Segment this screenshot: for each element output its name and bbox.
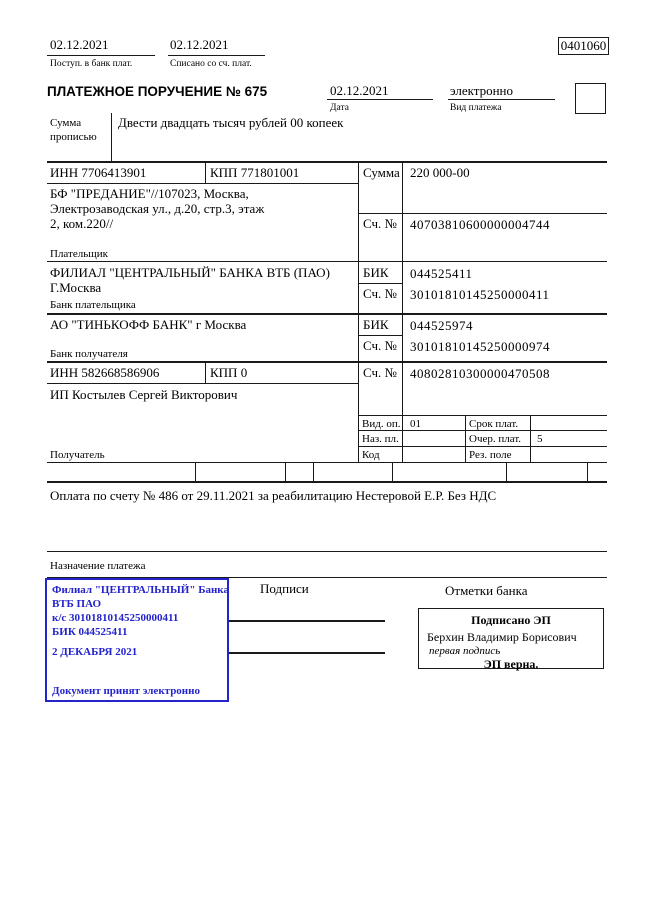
payee-bank-account-label: Сч. № bbox=[363, 338, 397, 353]
date-label: Дата bbox=[330, 103, 349, 113]
codes-row-divider-4 bbox=[392, 462, 393, 481]
table-line-payerbank-bottom bbox=[47, 313, 607, 315]
stamp-accepted-note: Документ принят электронно bbox=[52, 685, 200, 697]
payer-bank-bik-label: БИК bbox=[363, 265, 389, 280]
codes-row-divider-5 bbox=[506, 462, 507, 481]
payee-inn-kpp-divider bbox=[205, 361, 206, 383]
table-line-payeebank-bik-bottom bbox=[358, 335, 402, 336]
codes-row-divider-1 bbox=[195, 462, 196, 481]
table-line-optype-bottom bbox=[358, 430, 607, 431]
debited-label: Списано со сч. плат. bbox=[170, 59, 252, 69]
table-line-payer-bottom bbox=[47, 261, 607, 262]
priority-label: Очер. плат. bbox=[469, 433, 522, 445]
op-type-label: Вид. оп. bbox=[362, 418, 401, 430]
payer-inn-kpp-divider bbox=[205, 161, 206, 183]
table-divider-names-labels bbox=[358, 161, 359, 462]
payee-section-label: Получатель bbox=[50, 449, 105, 461]
document-title: ПЛАТЕЖНОЕ ПОРУЧЕНИЕ № 675 bbox=[47, 84, 268, 99]
form-code-box bbox=[558, 37, 609, 55]
payer-account: 40703810600000004744 bbox=[410, 217, 550, 232]
code-label: Код bbox=[362, 449, 380, 461]
esign-title: Подписано ЭП bbox=[471, 613, 551, 627]
table-line-payee-bottom bbox=[47, 462, 607, 463]
table-line-payee-inn-bottom bbox=[47, 383, 358, 384]
payee-bank-section-label: Банк получателя bbox=[50, 348, 128, 360]
payee-kpp: КПП 0 bbox=[210, 365, 248, 380]
table-line-payerbank-bik-bottom bbox=[358, 283, 402, 284]
table-line-payer-inn-bottom bbox=[47, 183, 358, 184]
payment-kind-underline bbox=[448, 99, 555, 100]
sum-label: Сумма bbox=[363, 165, 400, 180]
table-line-optype-top bbox=[358, 415, 607, 416]
stamp-bik: БИК 044525411 bbox=[52, 626, 128, 638]
table-divider-labels-values bbox=[402, 161, 403, 462]
reserve-field-label: Рез. поле bbox=[469, 449, 512, 461]
bank-stamp bbox=[45, 578, 229, 702]
document-date: 02.12.2021 bbox=[330, 83, 389, 98]
bank-marks-label: Отметки банка bbox=[445, 583, 528, 598]
received-in-bank-label: Поступ. в банк плат. bbox=[50, 59, 133, 69]
payment-kind-value: электронно bbox=[450, 83, 514, 98]
payer-bank-account-label: Сч. № bbox=[363, 286, 397, 301]
payer-section-label: Плательщик bbox=[50, 248, 108, 260]
payer-bank-name-line2: Г.Москва bbox=[50, 280, 102, 295]
table-line-nazpl-bottom bbox=[358, 446, 607, 447]
esign-note: первая подпись bbox=[429, 645, 501, 657]
esign-signer-name: Берхин Владимир Борисович bbox=[427, 630, 577, 644]
payee-bank-account: 30101810145250000974 bbox=[410, 339, 550, 354]
form-code: 0401060 bbox=[560, 38, 607, 53]
table-line-payeebank-bottom bbox=[47, 361, 607, 363]
payer-name-line3: 2, ком.220// bbox=[50, 216, 114, 231]
due-date-label: Срок плат. bbox=[469, 418, 519, 430]
payee-bank-bik-label: БИК bbox=[363, 317, 389, 332]
table-divider-labels2-values2 bbox=[530, 415, 531, 462]
signature-line-2 bbox=[228, 652, 385, 654]
stamp-corr-account: к/с 30101810145250000411 bbox=[52, 612, 179, 624]
codes-row-divider-6 bbox=[587, 462, 588, 481]
sum-value: 220 000-00 bbox=[410, 165, 470, 180]
payee-inn: ИНН 582668586906 bbox=[50, 365, 160, 380]
debited-date: 02.12.2021 bbox=[170, 37, 229, 52]
stamp-bank-name-line1: Филиал "ЦЕНТРАЛЬНЫЙ" Банка bbox=[52, 584, 229, 596]
codes-row-divider-2 bbox=[285, 462, 286, 481]
payer-bank-name-line1: ФИЛИАЛ "ЦЕНТРАЛЬНЫЙ" БАНКА ВТБ (ПАО) bbox=[50, 265, 330, 280]
purpose-field-bottom-line bbox=[47, 551, 607, 552]
table-divider-op-values-labels2 bbox=[465, 415, 466, 462]
signatures-label: Подписи bbox=[260, 581, 309, 596]
stamp-bank-name-line2: ВТБ ПАО bbox=[52, 598, 102, 610]
payee-name: ИП Костылев Сергей Викторович bbox=[50, 387, 238, 402]
table-line-sum-bottom bbox=[358, 213, 607, 214]
payee-account: 40802810300000470508 bbox=[410, 366, 550, 381]
esign-verified: ЭП верна. bbox=[483, 657, 539, 671]
table-line-bottom bbox=[47, 481, 607, 483]
payer-name-line2: Электрозаводская ул., д.20, стр.3, этаж bbox=[50, 201, 265, 216]
amount-in-words: Двести двадцать тысяч рублей 00 копеек bbox=[118, 115, 344, 130]
debited-underline bbox=[168, 55, 265, 56]
payer-kpp: КПП 771801001 bbox=[210, 165, 300, 180]
payer-bank-section-label: Банк плательщика bbox=[50, 299, 136, 311]
op-type-value: 01 bbox=[410, 418, 421, 430]
payee-account-label: Сч. № bbox=[363, 365, 397, 380]
payment-purpose-label: Назначение платежа bbox=[50, 560, 146, 572]
stamp-date: 2 ДЕКАБРЯ 2021 bbox=[52, 646, 138, 658]
priority-value: 5 bbox=[537, 433, 543, 445]
payee-bank-name: АО "ТИНЬКОФФ БАНК" г Москва bbox=[50, 317, 247, 332]
payer-inn: ИНН 7706413901 bbox=[50, 165, 147, 180]
payment-kind-label: Вид платежа bbox=[450, 103, 502, 113]
amount-words-divider bbox=[111, 113, 112, 161]
payer-account-label: Сч. № bbox=[363, 216, 397, 231]
payer-bank-bik: 044525411 bbox=[410, 266, 473, 281]
received-underline bbox=[47, 55, 155, 56]
payer-bank-account: 30101810145250000411 bbox=[410, 287, 550, 302]
received-in-bank-date: 02.12.2021 bbox=[50, 37, 109, 52]
date-underline bbox=[327, 99, 433, 100]
payer-name-line1: БФ "ПРЕДАНИЕ"//107023, Москва, bbox=[50, 186, 249, 201]
amount-words-label-line1: Сумма bbox=[50, 117, 82, 129]
table-line-top bbox=[47, 161, 607, 163]
payee-bank-bik: 044525974 bbox=[410, 318, 473, 333]
codes-row-divider-3 bbox=[313, 462, 314, 481]
esignature-box bbox=[418, 608, 604, 669]
signature-line-1 bbox=[228, 620, 385, 622]
payment-purpose-text: Оплата по счету № 486 от 29.11.2021 за реабилитацию Нестеровой Е.Р. Без НДС bbox=[50, 488, 497, 503]
status-field-box bbox=[575, 83, 606, 114]
purpose-code-label: Наз. пл. bbox=[362, 433, 399, 445]
amount-words-label-line2: прописью bbox=[50, 131, 97, 143]
